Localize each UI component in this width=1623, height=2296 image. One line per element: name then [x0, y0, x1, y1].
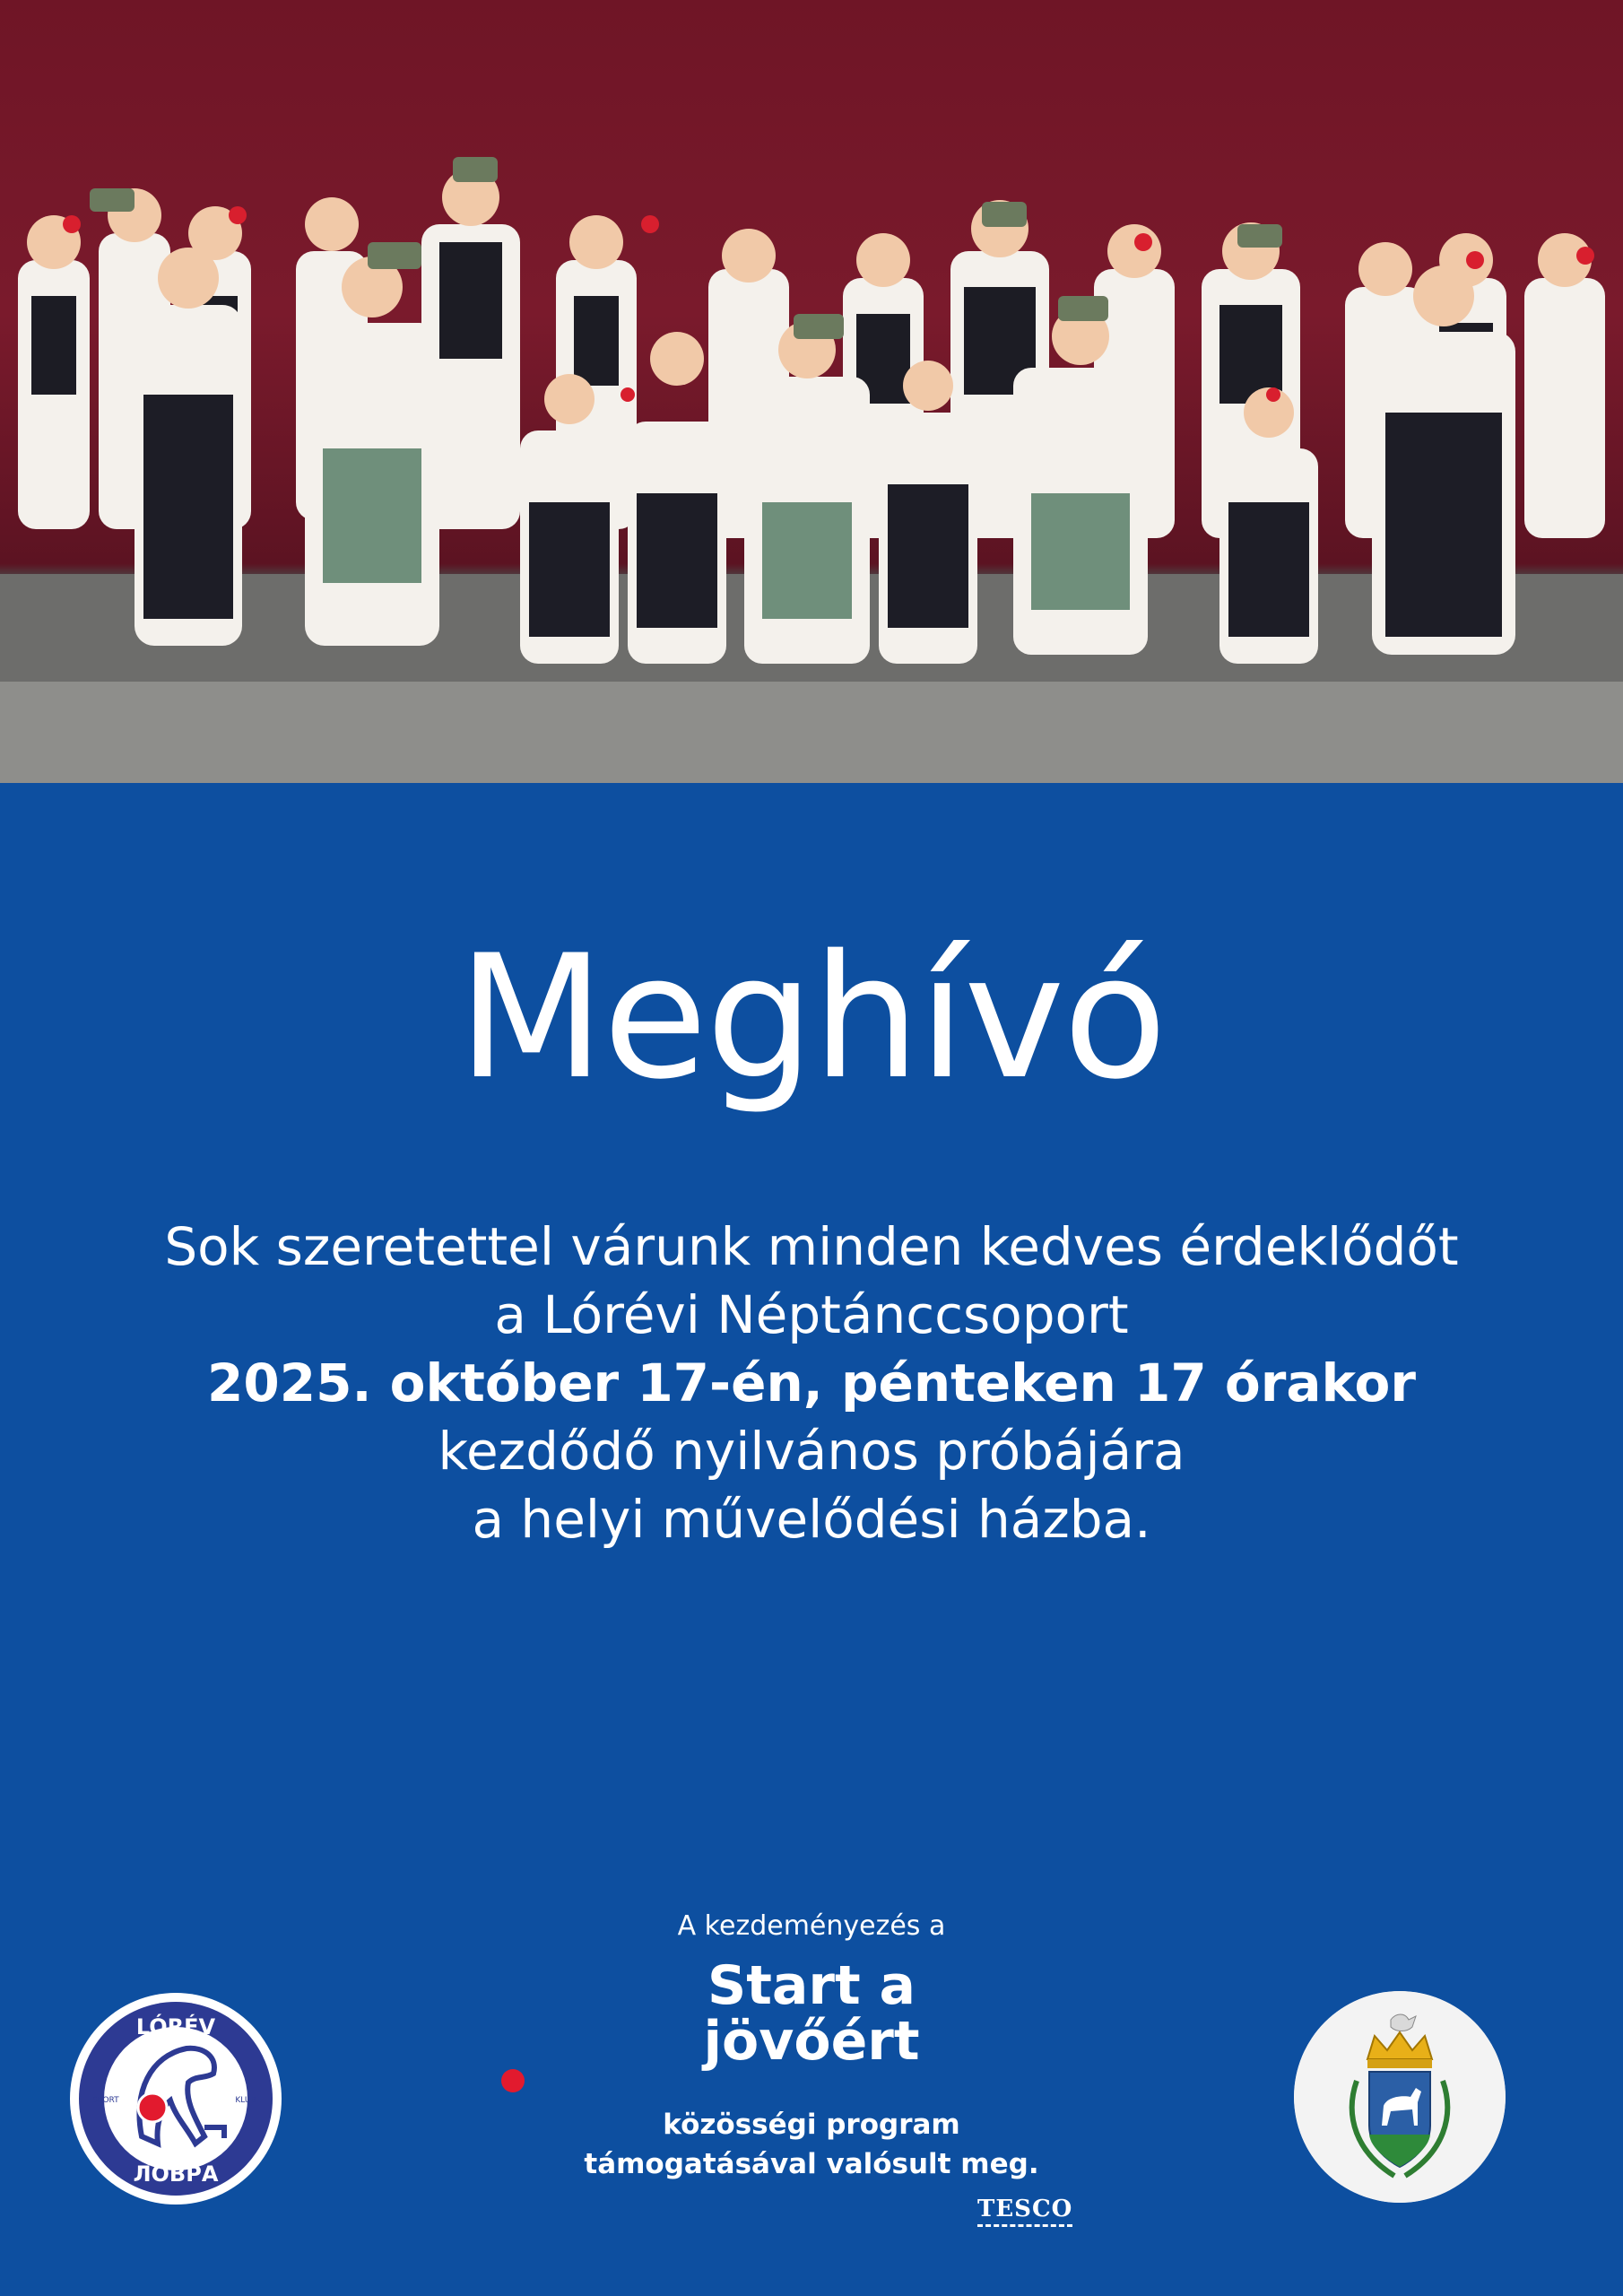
brand-word: jövőért: [703, 2010, 920, 2073]
sponsor-block: [498, 1906, 1125, 2184]
invitation-line: a Lórévi Néptánccsoport: [494, 1284, 1129, 1345]
invitation-text: [0, 1213, 1623, 1553]
sport-club-logo: [70, 1993, 282, 2205]
invitation-line: kezdődő nyilvános próbájára: [438, 1421, 1185, 1482]
brand-line: [498, 2010, 1125, 2092]
group-photo: [0, 0, 1623, 783]
club-side-left: SPORT: [92, 2096, 119, 2105]
invitation-date: 2025. október 17-én, pénteken 17 órakor: [207, 1352, 1416, 1413]
start-a-jovoert-logo: [498, 1954, 1125, 2092]
municipal-coat-of-arms-icon: [1294, 1991, 1506, 2203]
brand-line: Start a: [707, 1954, 916, 2017]
dancers-illustration: [0, 0, 1623, 783]
sponsor-tagline: [498, 2105, 1125, 2184]
red-dot-icon: [501, 2069, 525, 2092]
page-title: Meghívó: [457, 918, 1166, 1117]
club-name-bottom: ЛОВРА: [133, 2161, 219, 2187]
invitation-line: Sok szeretettel várunk minden kedves érdeklődőt: [164, 1216, 1459, 1277]
horse-ball-icon: [70, 1993, 282, 2205]
club-side-right: KLUB: [235, 2096, 256, 2105]
sponsor-intro: A kezdeményezés a: [677, 1910, 946, 1942]
tesco-logo: TESCO: [977, 2196, 1072, 2227]
tagline-line: támogatásával valósult meg.: [584, 2148, 1039, 2180]
invitation-line: a helyi művelődési házba.: [472, 1489, 1151, 1550]
club-name-top: LÓRÉV: [135, 2014, 216, 2039]
coat-of-arms-graphic: [1294, 1991, 1506, 2203]
tagline-line: közösségi program: [663, 2109, 960, 2141]
